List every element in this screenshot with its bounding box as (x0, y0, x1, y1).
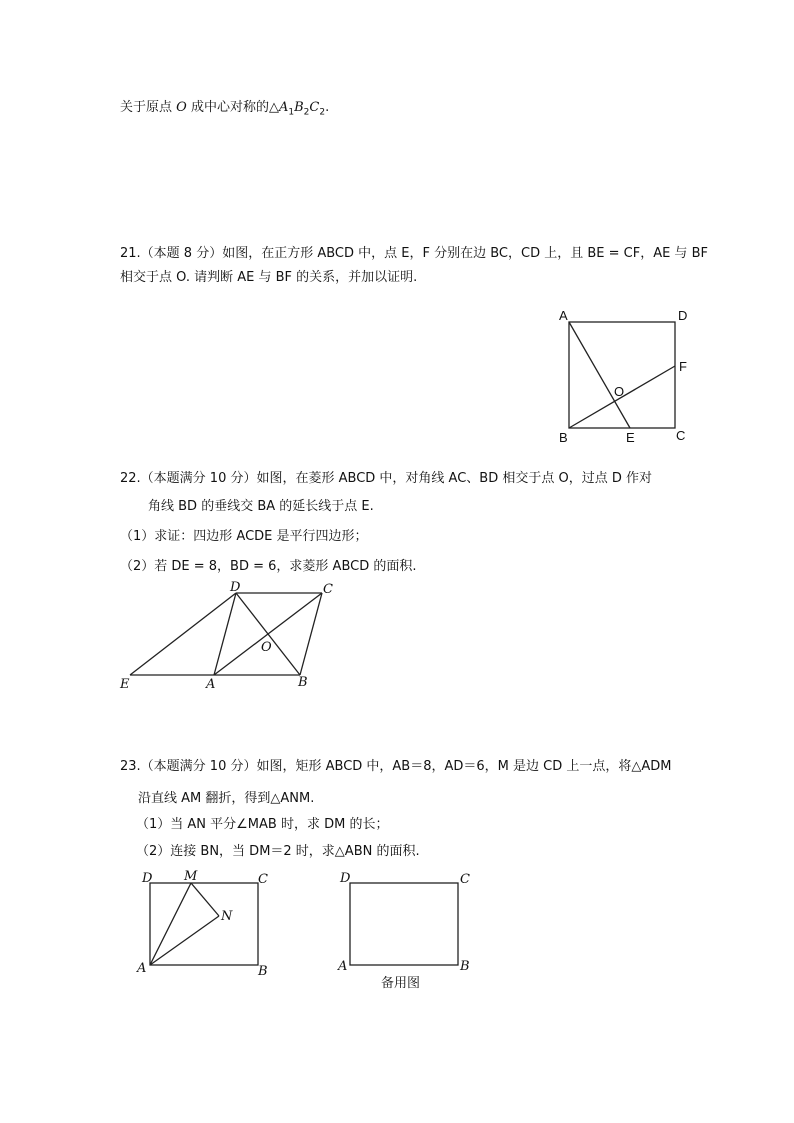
q21-line2: 相交于点 O. 请判断 AE 与 BF 的关系，并加以证明. (120, 270, 418, 285)
q22-label-o: O (261, 640, 272, 655)
q22-line3: （1）求证：四边形 ACDE 是平行四边形； (120, 529, 368, 544)
q23-fig2-rect (350, 883, 458, 965)
q22-label-c: C (323, 582, 333, 597)
q22-label-e: E (120, 677, 130, 692)
q23-line2: 沿直线 AM 翻折，得到△ANM. (138, 791, 315, 806)
q22-line2: 角线 BD 的垂线交 BA 的延长线于点 E. (148, 499, 374, 514)
q23-fig2-label-b: B (460, 959, 470, 974)
q21-label-f: F (679, 359, 687, 374)
q23-fig2-label-c: C (460, 872, 470, 887)
q23-line3: （1）当 AN 平分∠MAB 时，求 DM 的长； (136, 817, 389, 832)
q21-label-o: O (614, 384, 625, 399)
q22-line1: 22.（本题满分 10 分）如图，在菱形 ABCD 中，对角线 AC、BD 相交于点 O，过点 D 作对 (120, 471, 652, 486)
q23-fig2-label-d: D (340, 871, 351, 886)
q23-fig1-label-d: D (142, 871, 153, 886)
q23-fig1-label-m: M (184, 869, 198, 884)
q23-fig1-label-n: N (221, 909, 233, 924)
q22-label-d: D (230, 580, 241, 595)
q23-fig1-label-a: A (137, 961, 147, 976)
q21-line1: 21.（本题 8 分）如图，在正方形 ABCD 中，点 E，F 分别在边 BC，CD 上，且 BE = CF，AE 与 BF (120, 246, 708, 261)
q21-label-c: C (676, 428, 686, 443)
q22-label-b: B (298, 675, 308, 690)
q21-label-b: B (559, 430, 568, 445)
q21-label-a: A (559, 308, 568, 323)
q23-fig2-caption: 备用图 (381, 976, 421, 991)
q22-label-a: A (206, 677, 216, 692)
q23-fig2-label-a: A (338, 959, 348, 974)
top-line: 关于原点 O 成中心对称的$\triangle A_1B_2C_2$. (120, 100, 330, 118)
q23-line4: （2）连接 BN，当 DM＝2 时，求△ABN 的面积. (136, 844, 420, 859)
q23-line1: 23.（本题满分 10 分）如图，矩形 ABCD 中，AB＝8，AD＝6，M 是边 CD 上一点，将△ADM (120, 759, 672, 774)
q23-fig1-label-c: C (258, 872, 268, 887)
q21-label-d: D (678, 308, 688, 323)
q23-fig1-label-b: B (258, 964, 268, 979)
q22-line4: （2）若 DE = 8，BD = 6，求菱形 ABCD 的面积. (120, 559, 417, 574)
q21-label-e: E (626, 430, 635, 445)
